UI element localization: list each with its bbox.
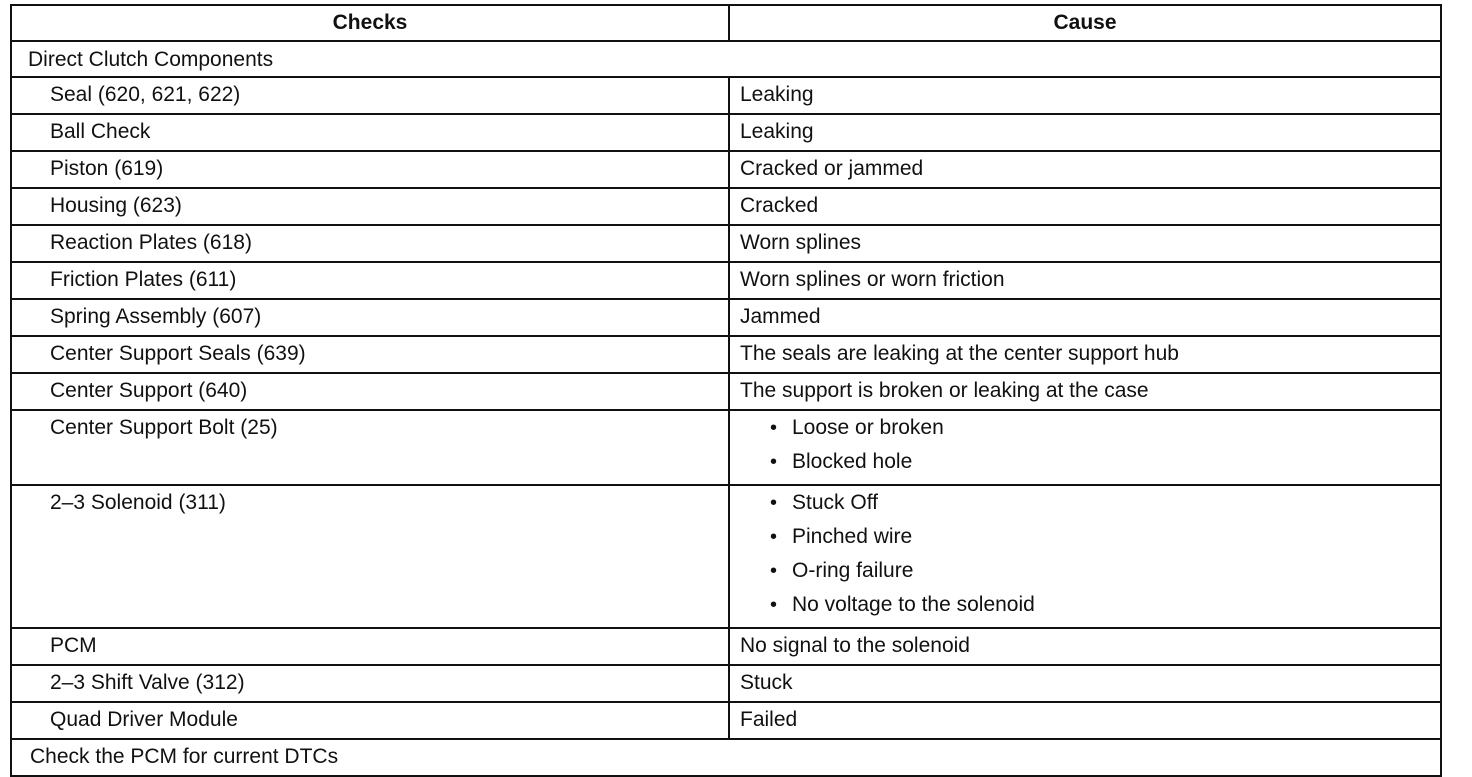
diagnostic-table: [10, 4, 1442, 777]
check-cell: Center Support (640): [11, 373, 729, 410]
table-row: [11, 665, 1441, 702]
cause-cell: The seals are leaking at the center support hub: [729, 336, 1441, 373]
check-cell: 2–3 Shift Valve (312): [11, 665, 729, 702]
check-cell: Center Support Bolt (25): [11, 410, 729, 485]
check-cell: Friction Plates (611): [11, 262, 729, 299]
cause-bullet-item: • Pinched wire: [766, 525, 1440, 559]
cause-cell: Jammed: [729, 299, 1441, 336]
cause-bullet-item: • No voltage to the solenoid: [766, 593, 1440, 627]
table-row: [11, 299, 1441, 336]
footer-note: Check the PCM for current DTCs: [11, 739, 1441, 776]
cause-cell: Cracked: [729, 188, 1441, 225]
check-cell: 2–3 Solenoid (311): [11, 485, 729, 628]
check-cell: Seal (620, 621, 622): [11, 77, 729, 114]
table-row: [11, 114, 1441, 151]
cause-bullet-list: [740, 416, 1440, 484]
table-row: [11, 151, 1441, 188]
cause-cell: Worn splines or worn friction: [729, 262, 1441, 299]
table-row: [11, 188, 1441, 225]
check-cell: Piston (619): [11, 151, 729, 188]
header-checks: Checks: [11, 5, 729, 41]
footer-row: [11, 739, 1441, 776]
check-cell: Center Support Seals (639): [11, 336, 729, 373]
cause-bullet-item: • Stuck Off: [766, 491, 1440, 525]
cause-list-cell: [729, 485, 1441, 628]
check-cell: Ball Check: [11, 114, 729, 151]
cause-bullet-list: [740, 491, 1440, 627]
check-cell: Quad Driver Module: [11, 702, 729, 739]
table-row: [11, 702, 1441, 739]
check-cell: Spring Assembly (607): [11, 299, 729, 336]
cause-cell: Leaking: [729, 77, 1441, 114]
section-title: Direct Clutch Components: [11, 41, 1441, 77]
cause-bullet-item: • Blocked hole: [766, 450, 1440, 484]
check-cell: PCM: [11, 628, 729, 665]
cause-cell: Failed: [729, 702, 1441, 739]
check-cell: Housing (623): [11, 188, 729, 225]
cause-cell: The support is broken or leaking at the case: [729, 373, 1441, 410]
table-row: [11, 628, 1441, 665]
cause-cell: Cracked or jammed: [729, 151, 1441, 188]
table-row: [11, 225, 1441, 262]
table-row-solenoid: [11, 485, 1441, 628]
header-cause: Cause: [729, 5, 1441, 41]
table-row-bolt: [11, 410, 1441, 485]
cause-list-cell: [729, 410, 1441, 485]
cause-cell: Leaking: [729, 114, 1441, 151]
cause-bullet-item: • O-ring failure: [766, 559, 1440, 593]
check-cell: Reaction Plates (618): [11, 225, 729, 262]
header-row: [11, 5, 1441, 41]
section-row: [11, 41, 1441, 77]
cause-cell: Stuck: [729, 665, 1441, 702]
table-row: [11, 336, 1441, 373]
cause-cell: No signal to the solenoid: [729, 628, 1441, 665]
cause-bullet-item: • Loose or broken: [766, 416, 1440, 450]
cause-cell: Worn splines: [729, 225, 1441, 262]
table-row: [11, 373, 1441, 410]
table-row: [11, 77, 1441, 114]
table-row: [11, 262, 1441, 299]
diagnostic-table-container: [10, 4, 1440, 777]
